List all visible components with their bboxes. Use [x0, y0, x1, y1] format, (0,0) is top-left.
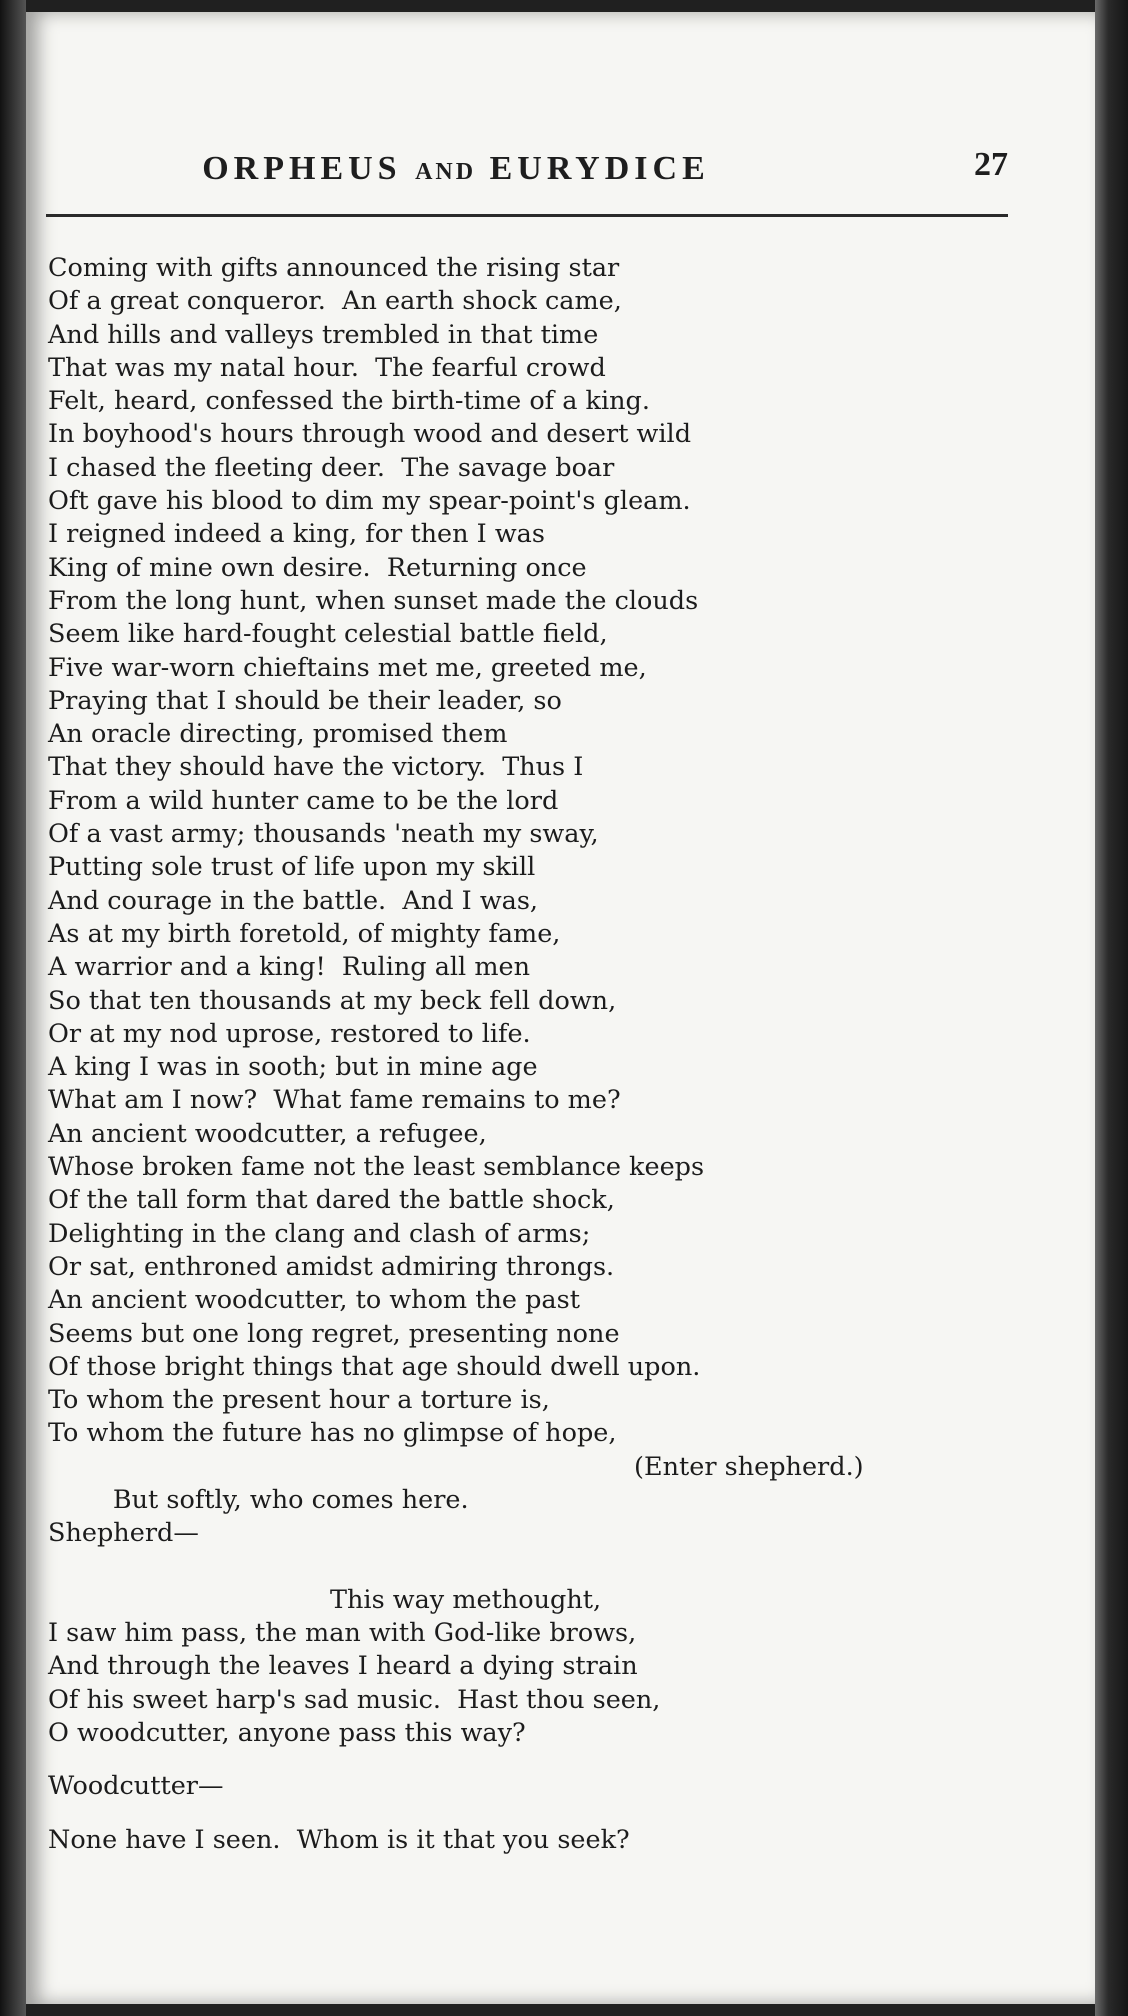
verse-line: Putting sole trust of life upon my skill [48, 852, 536, 883]
verse-line: None have I seen. Whom is it that you seek? [48, 1824, 630, 1855]
stage-direction: (Enter shepherd.) [634, 1451, 864, 1482]
running-title [46, 150, 866, 188]
verse-line: And hills and valleys trembled in that time [48, 319, 599, 350]
verse-line: Seems but one long regret, presenting none [48, 1318, 620, 1349]
verse-line: An ancient woodcutter, a refugee, [48, 1118, 487, 1149]
verse-line: And courage in the battle. And I was, [48, 885, 539, 916]
verse-line: King of mine own desire. Returning once [48, 552, 587, 583]
verse-line: Delighting in the clang and clash of arms; [48, 1218, 591, 1249]
verse-passage-1 [48, 252, 1028, 1451]
verse-line-with-stage-direction [48, 1451, 1028, 1515]
verse-line: Or at my nod uprose, restored to life. [48, 1018, 531, 1049]
speaker-label: Shepherd— [48, 1518, 199, 1549]
spacer [48, 1551, 1028, 1584]
verse-line: I reigned indeed a king, for then I was [48, 519, 545, 550]
verse-passage-3 [48, 1824, 1028, 1857]
verse-line: From a wild hunter came to be the lord [48, 785, 559, 816]
verse-line: Of those bright things that age should dwell upon. [48, 1351, 701, 1382]
verse-line: Or sat, enthroned amidst admiring throngs. [48, 1251, 615, 1282]
verse-line: Seem like hard-fought celestial battle field, [48, 619, 608, 650]
book-page-edge [1095, 0, 1128, 2016]
verse-line: As at my birth foretold, of mighty fame, [48, 918, 561, 949]
verse-line: I chased the fleeting deer. The savage boar [48, 452, 615, 483]
book-spine-shadow [0, 0, 26, 2016]
page-number: 27 [974, 146, 1008, 183]
running-header [46, 132, 1008, 217]
verse-line: An ancient woodcutter, to whom the past [48, 1285, 580, 1316]
spacer [48, 1804, 1028, 1824]
verse-line: A warrior and a king! Ruling all men [48, 952, 531, 983]
verse-line: A king I was in sooth; but in mine age [48, 1052, 538, 1083]
verse-line: Felt, heard, confessed the birth-time of a king. [48, 386, 650, 417]
verse-line: So that ten thousands at my beck fell down, [48, 985, 617, 1016]
verse-line: And through the leaves I heard a dying strain [48, 1651, 638, 1682]
verse-line: Five war-worn chieftains met me, greeted me, [48, 652, 647, 683]
verse-line: Of a great conqueror. An earth shock came, [48, 286, 622, 317]
verse-line: O woodcutter, anyone pass this way? [48, 1718, 526, 1749]
verse-line: From the long hunt, when sunset made the clouds [48, 585, 699, 616]
verse-line: In boyhood's hours through wood and desert wild [48, 419, 692, 450]
verse-line: But softly, who comes here. [112, 1484, 469, 1515]
verse-line: Of the tall form that dared the battle shock, [48, 1185, 615, 1216]
poem-text [48, 252, 1028, 1857]
verse-line: Whose broken fame not the least semblance keeps [48, 1152, 705, 1183]
verse-passage-2 [48, 1617, 1028, 1750]
book-page [26, 12, 1095, 2004]
verse-line-indented: This way methought, [330, 1584, 602, 1615]
title-word-2: EURYDICE [489, 150, 710, 187]
verse-line: Of his sweet harp's sad music. Hast thou seen, [48, 1684, 661, 1715]
verse-line: I saw him pass, the man with God-like brows, [48, 1618, 637, 1649]
verse-line: That was my natal hour. The fearful crowd [48, 352, 606, 383]
verse-line: Coming with gifts announced the rising star [48, 253, 620, 283]
verse-line: That they should have the victory. Thus I [48, 752, 584, 783]
verse-line: Of a vast army; thousands 'neath my sway, [48, 819, 599, 850]
verse-line: Praying that I should be their leader, so [48, 685, 562, 716]
verse-line: What am I now? What fame remains to me? [48, 1085, 621, 1116]
verse-line: An oracle directing, promised them [48, 719, 508, 750]
verse-line: Oft gave his blood to dim my spear-point's gleam. [48, 486, 691, 517]
spacer [48, 1750, 1028, 1770]
speaker-label: Woodcutter— [48, 1771, 224, 1802]
verse-line: To whom the present hour a torture is, [48, 1385, 550, 1416]
title-word-1: ORPHEUS [202, 150, 402, 187]
verse-line: To whom the future has no glimpse of hope, [48, 1418, 617, 1449]
title-and: AND [415, 159, 477, 185]
